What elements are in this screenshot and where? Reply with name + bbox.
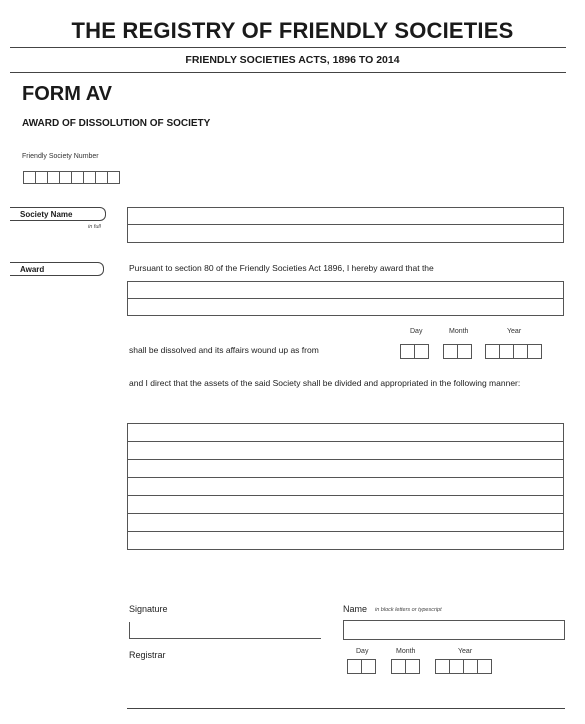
acts-subtitle: FRIENDLY SOCIETIES ACTS, 1896 TO 2014: [185, 54, 400, 66]
digit-box[interactable]: [443, 344, 458, 359]
name-label: Name: [343, 604, 368, 614]
form-code: FORM AV: [22, 83, 112, 105]
dissolution-day-field[interactable]: [400, 344, 429, 359]
digit-box[interactable]: [449, 659, 464, 674]
digit-box[interactable]: [435, 659, 450, 674]
award-tag: [10, 262, 104, 276]
assets-allocation-field[interactable]: [127, 423, 564, 550]
signature-label: Signature: [129, 604, 168, 614]
society-name-line[interactable]: [128, 208, 563, 225]
award-intro-text: Pursuant to section 80 of the Friendly Societies Act 1896, I hereby award that the: [129, 263, 434, 273]
form-name: AWARD OF DISSOLUTION OF SOCIETY: [22, 118, 211, 129]
digit-box[interactable]: [107, 171, 120, 184]
signature-day-field[interactable]: [347, 659, 376, 674]
digit-box[interactable]: [457, 344, 472, 359]
digit-box[interactable]: [347, 659, 362, 674]
society-name-field[interactable]: [127, 207, 564, 243]
digit-box[interactable]: [391, 659, 406, 674]
allocation-line[interactable]: [128, 460, 563, 478]
allocation-line[interactable]: [128, 514, 563, 532]
signature-day-label: Day: [356, 648, 369, 655]
digit-box[interactable]: [400, 344, 415, 359]
digit-box[interactable]: [477, 659, 492, 674]
signature-month-field[interactable]: [391, 659, 420, 674]
allocation-line[interactable]: [128, 496, 563, 514]
signature-year-label: Year: [458, 648, 473, 655]
society-name-label: Society Name: [20, 210, 73, 219]
society-reference-line[interactable]: [128, 282, 563, 299]
dissolution-year-label: Year: [507, 328, 522, 335]
allocation-line[interactable]: [128, 424, 563, 442]
dissolved-text: shall be dissolved and its affairs wound up as from: [129, 345, 319, 355]
society-number-label: Friendly Society Number: [22, 153, 99, 160]
registry-title: THE REGISTRY OF FRIENDLY SOCIETIES: [71, 18, 514, 43]
subtitle-divider: [10, 72, 566, 73]
society-name-line[interactable]: [128, 225, 563, 242]
digit-box[interactable]: [414, 344, 429, 359]
society-name-hint: in full: [88, 224, 101, 230]
signature-field[interactable]: [129, 622, 321, 639]
name-hint: in block letters or typescript: [375, 607, 442, 613]
header-divider: [10, 47, 566, 48]
award-label: Award: [20, 265, 45, 274]
dissolution-year-field[interactable]: [485, 344, 542, 359]
digit-box[interactable]: [513, 344, 528, 359]
name-field[interactable]: [343, 620, 565, 640]
digit-box[interactable]: [499, 344, 514, 359]
digit-box[interactable]: [405, 659, 420, 674]
digit-box[interactable]: [485, 344, 500, 359]
allocation-line[interactable]: [128, 442, 563, 460]
registrar-label: Registrar: [129, 650, 166, 660]
footer-rule: [127, 708, 565, 709]
assets-direction-text: and I direct that the assets of the said Society shall be divided and appropriated in the following manner:: [129, 378, 521, 388]
society-name-tag: [10, 207, 106, 221]
digit-box[interactable]: [361, 659, 376, 674]
dissolution-month-field[interactable]: [443, 344, 472, 359]
dissolution-day-label: Day: [410, 328, 423, 335]
signature-month-label: Month: [396, 648, 416, 655]
allocation-line[interactable]: [128, 532, 563, 549]
society-number-field[interactable]: [23, 171, 120, 184]
signature-year-field[interactable]: [435, 659, 492, 674]
society-reference-field[interactable]: [127, 281, 564, 316]
society-reference-line[interactable]: [128, 299, 563, 315]
dissolution-month-label: Month: [449, 328, 469, 335]
allocation-line[interactable]: [128, 478, 563, 496]
digit-box[interactable]: [527, 344, 542, 359]
digit-box[interactable]: [463, 659, 478, 674]
